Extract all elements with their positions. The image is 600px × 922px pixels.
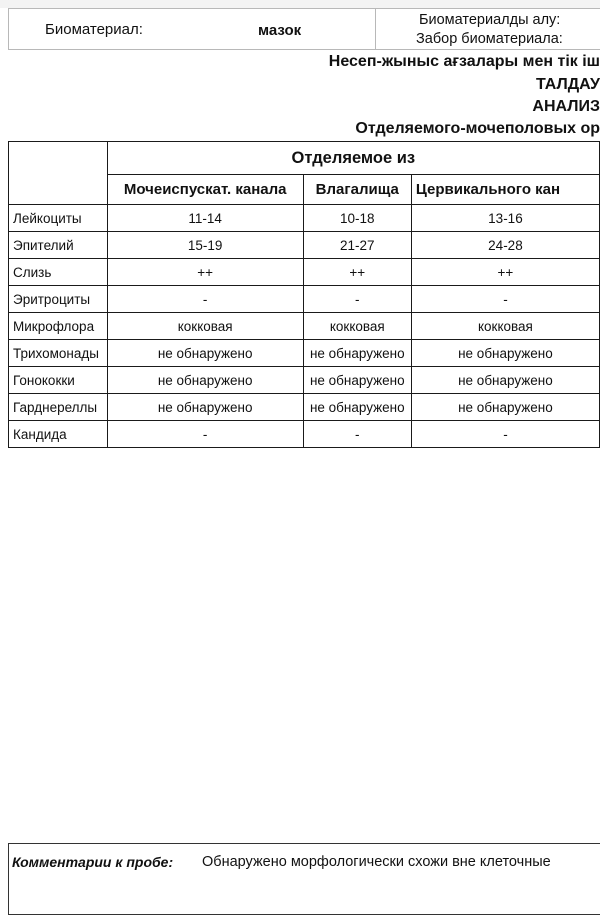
table-row	[9, 313, 600, 340]
value-cell: ++	[303, 259, 411, 286]
value-cell: не обнаружено	[411, 367, 599, 394]
value-cell: -	[303, 421, 411, 448]
biomaterial-label: Биоматериал:	[45, 21, 143, 38]
column-header-vagina: Влагалища	[303, 175, 411, 205]
title-line-ru: Отделяемого-мочеполовых ор	[355, 120, 600, 137]
header-divider	[375, 9, 376, 49]
param-name: Кандида	[9, 421, 108, 448]
value-cell: ++	[411, 259, 599, 286]
column-header-urethra: Мочеиспускат. канала	[107, 175, 303, 205]
param-name: Эпителий	[9, 232, 108, 259]
value-cell: не обнаружено	[303, 394, 411, 421]
biomaterial-value: мазок	[258, 22, 302, 39]
value-cell: ++	[107, 259, 303, 286]
group-header-row	[9, 142, 600, 175]
value-cell: -	[411, 421, 599, 448]
table-corner-cell	[9, 142, 108, 205]
group-header: Отделяемое из	[107, 142, 599, 175]
collection-label-ru: Забор биоматериала:	[416, 31, 563, 47]
value-cell: 15-19	[107, 232, 303, 259]
table-row	[9, 367, 600, 394]
table-row	[9, 421, 600, 448]
table-row	[9, 259, 600, 286]
comment-label: Комментарии к пробе:	[12, 854, 174, 870]
param-name: Трихомонады	[9, 340, 108, 367]
value-cell: не обнаружено	[411, 340, 599, 367]
comment-text: Обнаружено морфологически схожи вне клеточные	[202, 854, 551, 870]
title-line-kz: Несеп-жыныс ағзалары мен тік іш	[328, 53, 600, 70]
value-cell: 24-28	[411, 232, 599, 259]
param-name: Гонококки	[9, 367, 108, 394]
param-name: Слизь	[9, 259, 108, 286]
value-cell: 21-27	[303, 232, 411, 259]
value-cell: кокковая	[411, 313, 599, 340]
table-row	[9, 205, 600, 232]
table-row	[9, 394, 600, 421]
value-cell: 11-14	[107, 205, 303, 232]
column-header-cervical: Цервикального кан	[411, 175, 599, 205]
header-info-box	[8, 8, 600, 50]
table-row	[9, 340, 600, 367]
value-cell: -	[107, 286, 303, 313]
value-cell: кокковая	[303, 313, 411, 340]
value-cell: не обнаружено	[411, 394, 599, 421]
comment-box	[8, 843, 600, 915]
value-cell: не обнаружено	[303, 367, 411, 394]
param-name: Лейкоциты	[9, 205, 108, 232]
title-line-ru-analysis: АНАЛИЗ	[532, 98, 600, 115]
param-name: Микрофлора	[9, 313, 108, 340]
results-table	[8, 141, 600, 448]
value-cell: не обнаружено	[303, 340, 411, 367]
value-cell: не обнаружено	[107, 394, 303, 421]
table-row	[9, 232, 600, 259]
value-cell: кокковая	[107, 313, 303, 340]
value-cell: -	[411, 286, 599, 313]
value-cell: 10-18	[303, 205, 411, 232]
value-cell: не обнаружено	[107, 340, 303, 367]
value-cell: не обнаружено	[107, 367, 303, 394]
collection-label-kz: Биоматериалды алу:	[419, 12, 561, 28]
value-cell: -	[107, 421, 303, 448]
top-margin	[0, 0, 600, 8]
param-name: Эритроциты	[9, 286, 108, 313]
value-cell: 13-16	[411, 205, 599, 232]
value-cell: -	[303, 286, 411, 313]
title-line-kz-analysis: ТАЛДАУ	[535, 76, 600, 93]
param-name: Гарднереллы	[9, 394, 108, 421]
table-row	[9, 286, 600, 313]
